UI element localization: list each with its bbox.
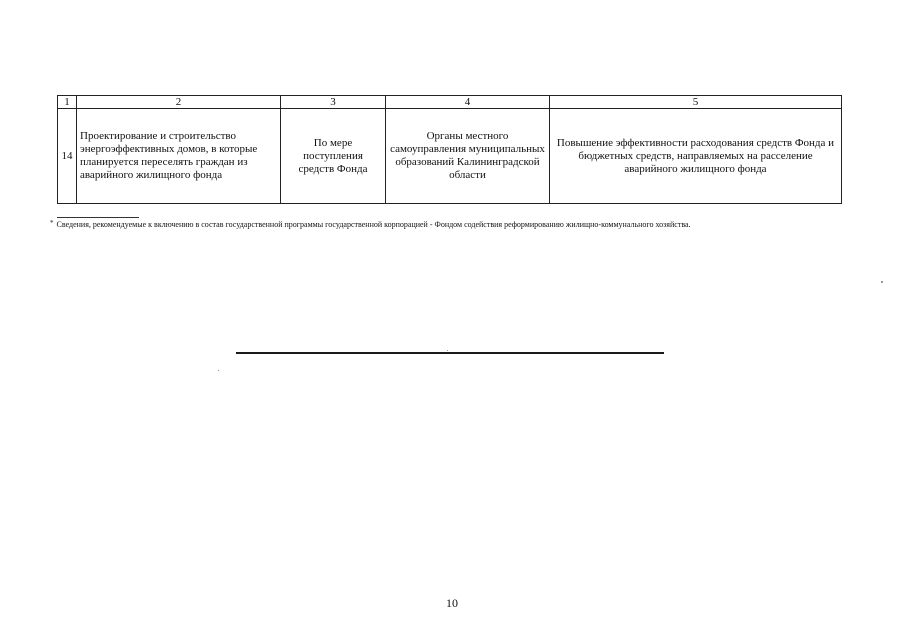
page-number: 10	[446, 596, 458, 610]
column-header-5: 5	[550, 96, 842, 109]
timing-cell: По мере поступления средств Фонда	[281, 109, 386, 204]
footnote	[50, 219, 842, 231]
footnote-separator	[57, 217, 139, 218]
measures-table	[57, 95, 842, 204]
row-number-cell: 14	[58, 109, 77, 204]
activity-cell: Проектирование и строительство энергоэффективных домов, в которые планируется переселять граждан из аварийного жилищного фонда	[77, 109, 281, 204]
table-row	[58, 109, 842, 204]
result-cell: Повышение эффективности расходования средств Фонда и бюджетных средств, направляемых на расселение аварийного жилищного фонда	[550, 109, 842, 204]
column-header-1: 1	[58, 96, 77, 109]
column-header-4: 4	[386, 96, 550, 109]
column-header-2: 2	[77, 96, 281, 109]
column-header-3: 3	[281, 96, 386, 109]
footnote-marker: *	[50, 219, 54, 227]
table-header-row	[58, 96, 842, 109]
executors-cell: Органы местного самоуправления муниципальных образований Калининградской области	[386, 109, 550, 204]
scan-speck	[218, 370, 219, 371]
end-of-document-line	[236, 352, 664, 354]
footnote-text: Сведения, рекомендуемые к включению в состав государственной программы государственной корпорацией - Фондом содействия реформированию жилищно-коммунального хозяйства.	[56, 220, 691, 229]
scan-speck	[447, 350, 448, 351]
scan-speck	[881, 281, 883, 283]
